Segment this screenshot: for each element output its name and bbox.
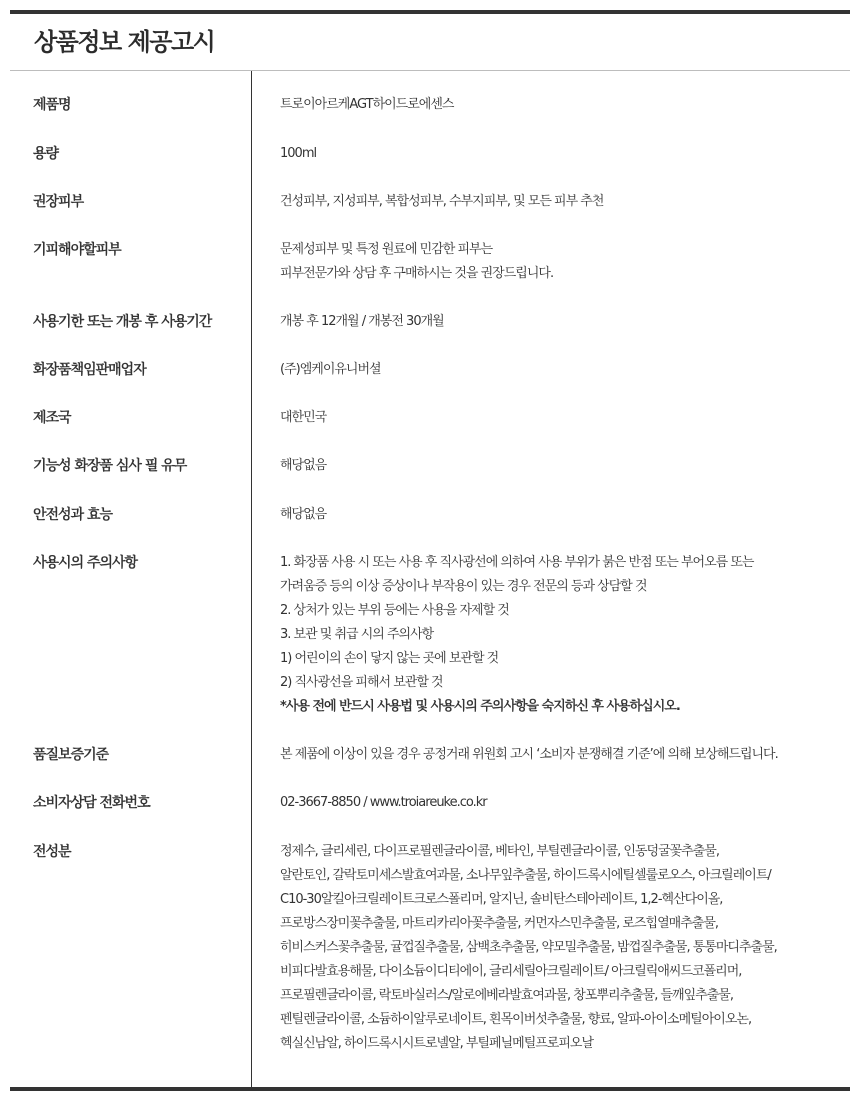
value-line: 정제수, 글리세린, 다이프로필렌글라이콜, 베타인, 부틸렌글라이콜, 인동덩굴꽃추출물, — [280, 844, 719, 859]
row-value — [280, 93, 840, 117]
value-line: 2. 상처가 있는 부위 등에는 사용을 자제할 것 — [280, 603, 509, 618]
row-label: 제품명 — [33, 97, 71, 113]
value-line: (주)엠케이유니버셜 — [280, 362, 381, 377]
value-line: 헥실신남알, 하이드록시시트로넬알, 부틸페닐메틸프로피오날 — [280, 1036, 594, 1051]
page-title: 상품정보 제공고시 — [34, 28, 215, 56]
value-line: 히비스커스꽃추출물, 귤껍질추출물, 삼백초추출물, 약모밀추출물, 밤껍질추출물, 통통마디추출물, — [280, 940, 777, 955]
row-value — [280, 551, 840, 719]
row-value — [280, 503, 840, 527]
value-line: 대한민국 — [280, 410, 327, 425]
row-label: 소비자상담 전화번호 — [33, 795, 150, 811]
value-line: 1) 어린이의 손이 닿지 않는 곳에 보관할 것 — [280, 651, 499, 666]
row-label: 제조국 — [33, 410, 71, 426]
row-value — [280, 358, 840, 382]
value-line: 본 제품에 이상이 있을 경우 공정거래 위원회 고시 ‘소비자 분쟁해결 기준’에 의해 보상해드립니다. — [280, 747, 778, 762]
value-line: 펜틸렌글라이콜, 소듐하이알루로네이트, 흰목이버섯추출물, 향료, 알파-아이소메틸아이오논, — [280, 1012, 752, 1027]
row-value — [280, 743, 840, 767]
row-value — [280, 310, 840, 334]
row-label: 화장품책임판매업자 — [33, 362, 146, 378]
value-line: 1. 화장품 사용 시 또는 사용 후 직사광선에 의하여 사용 부위가 붉은 반점 또는 부어오름 또는 — [280, 555, 754, 570]
value-line: 100ml — [280, 146, 317, 161]
row-label: 권장피부 — [33, 194, 84, 210]
row-label: 안전성과 효능 — [33, 507, 113, 523]
value-line: 개봉 후 12개월 / 개봉전 30개월 — [280, 314, 444, 329]
row-label: 품질보증기준 — [33, 747, 109, 763]
row-label: 용량 — [33, 146, 59, 162]
value-line: 피부전문가와 상담 후 구매하시는 것을 권장드립니다. — [280, 266, 554, 281]
value-line: 알란토인, 갈락토미세스발효여과물, 소나무잎추출물, 하이드록시에틸셀룰로오스, 아크릴레이트/ — [280, 868, 771, 883]
top-border — [10, 10, 850, 14]
row-value — [280, 406, 840, 430]
value-line: 해당없음 — [280, 507, 327, 522]
value-line: 트로이아르케AGT하이드로에센스 — [280, 97, 454, 112]
value-line: 건성피부, 지성피부, 복합성피부, 수부지피부, 및 모든 피부 추천 — [280, 194, 604, 209]
row-value — [280, 190, 840, 214]
row-label: 기능성 화장품 심사 필 유무 — [33, 458, 187, 474]
value-line: 프로필렌글라이콜, 락토바실러스/알로에베라발효여과물, 창포뿌리추출물, 들깨잎추출물, — [280, 988, 733, 1003]
row-value — [280, 142, 840, 166]
value-line: 비피다발효용해물, 다이소듐이디티에이, 글리세릴아크릴레이트/ 아크릴릭애씨드코폴리머, — [280, 964, 742, 979]
value-line: 2) 직사광선을 피해서 보관할 것 — [280, 675, 443, 690]
row-value — [280, 840, 840, 1056]
row-label: 사용기한 또는 개봉 후 사용기간 — [33, 314, 212, 330]
row-label: 사용시의 주의사항 — [33, 555, 138, 571]
value-line: 문제성피부 및 특정 원료에 민감한 피부는 — [280, 242, 493, 257]
row-value — [280, 454, 840, 478]
value-line: 02-3667-8850 / www.troiareuke.co.kr — [280, 795, 487, 810]
value-line-emphasis: *사용 전에 반드시 사용법 및 사용시의 주의사항을 숙지하신 후 사용하십시오. — [280, 699, 680, 714]
title-divider — [10, 70, 850, 71]
value-line: 프로방스장미꽃추출물, 마트리카리아꽃추출물, 커먼자스민추출물, 로즈힙열매추출물, — [280, 916, 719, 931]
row-value — [280, 791, 840, 815]
bottom-border — [10, 1087, 850, 1091]
row-label: 전성분 — [33, 844, 71, 860]
value-line: C10-30알킬아크릴레이트크로스폴리머, 알지닌, 솔비탄스테아레이트, 1,2-헥산다이올, — [280, 892, 723, 907]
value-line: 가려움증 등의 이상 증상이나 부작용이 있는 경우 전문의 등과 상담할 것 — [280, 579, 647, 594]
row-value — [280, 238, 840, 286]
row-label: 기피해야할피부 — [33, 242, 121, 258]
column-divider — [251, 71, 252, 1089]
value-line: 3. 보관 및 취급 시의 주의사항 — [280, 627, 434, 642]
value-line: 해당없음 — [280, 458, 327, 473]
